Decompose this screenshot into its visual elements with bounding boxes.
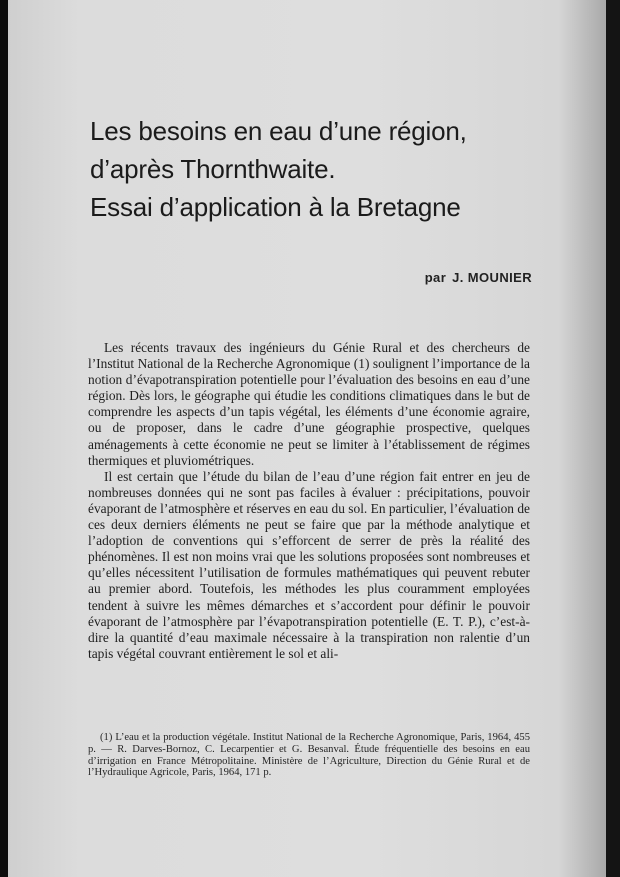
footnote — [88, 732, 530, 779]
body-paragraph-1: Les récents travaux des ingénieurs du Génie Rural et des chercheurs de l’Institut National de la Recherche Agronomique (1) soulignent l’importance de la notion d’évapotranspiration potentielle pour l’évaluation des besoins en eau d’une région. Dès lors, le géographe qui étudie les conditions climatiques dans le but de comprendre les aspects d’un tapis végétal, les éléments d’une économie agraire, ou de proposer, dans le cadre d’une géographie prospective, quelques aménagements à cette économie ne peut se limiter à l’établissement de régimes thermiques et pluviométriques. — [88, 340, 530, 468]
page-edge — [606, 0, 620, 877]
byline — [425, 270, 532, 285]
author-name: J. MOUNIER — [452, 270, 532, 285]
article-title — [90, 112, 570, 226]
body-paragraph-2: Il est certain que l’étude du bilan de l’eau d’une région fait entrer en jeu de nombreuses données qui ne sont pas faciles à évaluer : précipitations, pouvoir évaporant de l’atmosphère et réserves en eau du sol. En particulier, l’évaluation de ces deux derniers éléments ne peut se faire que par la méthode analytique et l’adoption de conventions qui s’efforcent de serrer de près la réalité des phénomènes. Il est non moins vrai que les solutions proposées sont nombreuses et qu’elles nécessitent l’utilisation de formules mathématiques qui peuvent rebuter au premier abord. Toutefois, les méthodes les plus couramment employées tendent à suivre les mêmes démarches et s’accordent pour définir le pouvoir évaporant de l’atmosphère par l’évapotranspiration potentielle (E. T. P.), c’est-à-dire la quantité d’eau maximale nécessaire à la transpiration non ralentie d’un tapis végétal couvrant entièrement le sol et ali- — [88, 468, 530, 661]
title-line-1: Les besoins en eau d’une région, — [90, 116, 467, 146]
article-body — [88, 340, 530, 662]
footnote-text: (1) L’eau et la production végétale. Institut National de la Recherche Agronomique, Paris, 1964, 455 p. — R. Darves-Bornoz, C. Lecarpentier et G. Besanval. Étude fréquentielle des besoins en eau d’irrigation en France Métropolitaine. Ministère de l’Agriculture, Direction du Génie Rural et de l’Hydraulique Agricole, Paris, 1964, 171 p. — [88, 732, 530, 779]
byline-prefix: par — [424, 270, 447, 285]
title-line-3: Essai d’application à la Bretagne — [90, 192, 461, 222]
title-line-2: d’après Thornthwaite. — [90, 154, 336, 184]
